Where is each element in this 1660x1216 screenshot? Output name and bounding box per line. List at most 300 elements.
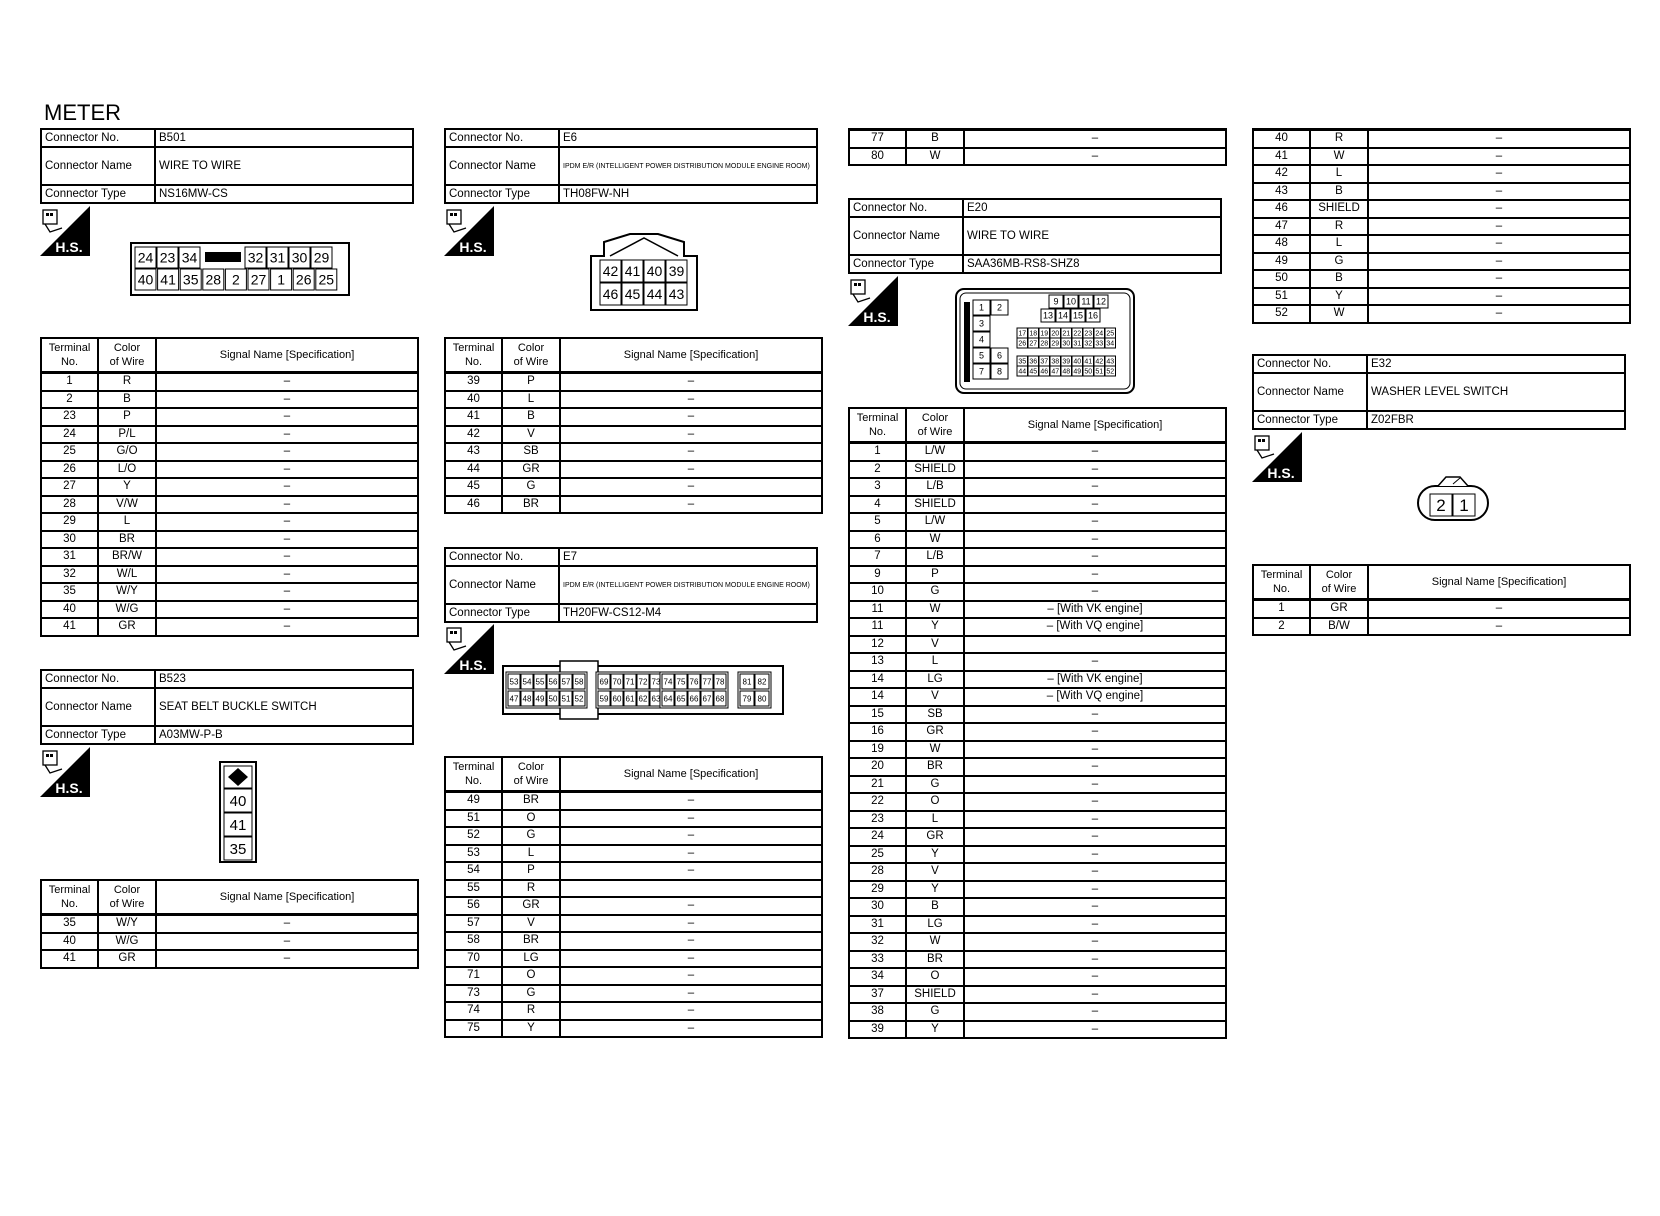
terminal-cell: 54 <box>445 862 502 880</box>
terminal-cell: 11 <box>849 601 906 619</box>
signal-cell: – <box>156 548 418 566</box>
terminal-cell: 34 <box>849 968 906 986</box>
table-row <box>849 148 1226 166</box>
pin-label: 44 <box>1018 368 1027 376</box>
terminal-cell: 44 <box>445 461 502 479</box>
table-row <box>849 916 1226 934</box>
signal-header: Signal Name [Specification] <box>156 338 418 373</box>
pin-label: 45 <box>624 286 641 303</box>
wire-color-cell: L/B <box>906 548 964 566</box>
terminal-cell: 24 <box>849 828 906 846</box>
signal-cell: – <box>560 950 822 968</box>
terminal-cell: 51 <box>445 810 502 828</box>
table-row <box>849 1003 1226 1021</box>
terminal-cell: 6 <box>849 531 906 549</box>
wire-color-cell: L <box>1310 165 1368 183</box>
pin-label: 2 <box>996 302 1003 313</box>
pin-label: 39 <box>1062 358 1071 366</box>
conn-name-label: Connector Name <box>445 566 559 604</box>
table-row <box>445 932 822 950</box>
signal-cell: – [With VQ engine] <box>964 688 1226 706</box>
terminal-cell: 32 <box>849 933 906 951</box>
signal-cell: – <box>560 932 822 950</box>
pin-table-e20-continued <box>1252 128 1631 324</box>
connector-diagram-b501 <box>130 242 350 296</box>
table-row <box>1253 183 1630 201</box>
conn-name-label: Connector Name <box>1253 373 1367 411</box>
pin-label: 11 <box>1081 296 1091 307</box>
signal-cell: – <box>964 968 1226 986</box>
wire-color-cell: R <box>1310 218 1368 236</box>
conn-type-value: TH08FW-NH <box>559 185 817 203</box>
terminal-cell: 30 <box>41 531 98 549</box>
terminal-cell: 58 <box>445 932 502 950</box>
wire-color-cell: V <box>906 863 964 881</box>
wire-color-cell: Y <box>906 881 964 899</box>
pin-label: 52 <box>1106 368 1115 376</box>
wire-color-cell: P <box>502 862 560 880</box>
color-header-line2: of Wire <box>917 426 953 438</box>
wire-color-cell: G <box>906 583 964 601</box>
wire-color-cell: G/O <box>98 443 156 461</box>
table-row <box>849 478 1226 496</box>
terminal-cell: 25 <box>849 846 906 864</box>
pin-label: 42 <box>1095 358 1104 366</box>
signal-cell: – <box>156 601 418 619</box>
table-row <box>849 688 1226 706</box>
pin-label: 16 <box>1087 310 1099 321</box>
terminal-cell: 53 <box>445 845 502 863</box>
pin-label: 79 <box>742 694 752 704</box>
table-row <box>849 531 1226 549</box>
color-header <box>502 338 560 373</box>
signal-cell: – <box>156 915 418 933</box>
terminal-header-line1: Terminal <box>1260 569 1303 581</box>
connector-info-b501 <box>40 128 414 204</box>
terminal-cell: 39 <box>849 1021 906 1039</box>
signal-cell: – <box>964 148 1226 166</box>
signal-cell: – <box>964 986 1226 1004</box>
color-header <box>502 757 560 792</box>
signal-cell: – <box>560 810 822 828</box>
pin-label: 13 <box>1042 310 1054 321</box>
pin-label: 50 <box>548 694 558 704</box>
terminal-cell: 5 <box>849 513 906 531</box>
terminal-cell: 56 <box>445 897 502 915</box>
signal-cell: – <box>156 566 418 584</box>
color-header-line2: of Wire <box>109 898 145 910</box>
terminal-cell: 21 <box>849 776 906 794</box>
pin-label: 1 <box>978 302 985 313</box>
terminal-cell: 15 <box>849 706 906 724</box>
pin-label: 41 <box>160 271 176 288</box>
pin-label: 34 <box>181 249 198 266</box>
hs-icon <box>444 206 494 256</box>
terminal-cell: 28 <box>849 863 906 881</box>
table-row <box>41 461 418 479</box>
terminal-header-line2: No. <box>60 356 79 368</box>
terminal-cell: 29 <box>849 881 906 899</box>
table-row <box>849 863 1226 881</box>
pin-label: 23 <box>159 249 176 266</box>
wire-color-cell: SHIELD <box>906 461 964 479</box>
pin-label: 42 <box>602 263 619 280</box>
wire-color-cell: BR <box>906 951 964 969</box>
conn-type-label: Connector Type <box>849 255 963 273</box>
wire-color-cell: P <box>98 408 156 426</box>
wire-color-cell: W <box>906 148 964 166</box>
terminal-header <box>1253 565 1310 600</box>
wire-color-cell: V <box>906 688 964 706</box>
conn-name-value: SEAT BELT BUCKLE SWITCH <box>155 688 413 726</box>
table-row <box>849 828 1226 846</box>
conn-no-value: E7 <box>559 548 817 566</box>
terminal-cell: 31 <box>849 916 906 934</box>
pin-label: 41 <box>1084 358 1093 366</box>
wire-color-cell: W/G <box>98 601 156 619</box>
terminal-cell: 70 <box>445 950 502 968</box>
conn-name-label: Connector Name <box>41 688 155 726</box>
table-row <box>41 391 418 409</box>
pin-label: 34 <box>1106 340 1115 348</box>
terminal-cell: 50 <box>1253 270 1310 288</box>
table-row <box>849 881 1226 899</box>
wire-color-cell: B <box>1310 183 1368 201</box>
signal-cell: – [With VQ engine] <box>964 618 1226 636</box>
connector-info-e6 <box>444 128 818 204</box>
signal-cell: – <box>964 898 1226 916</box>
pin-label: 26 <box>295 271 312 288</box>
wire-color-cell: L <box>906 653 964 671</box>
connector-info-b523 <box>40 669 414 745</box>
pin-label: 8 <box>996 366 1003 377</box>
conn-type-label: Connector Type <box>41 185 155 203</box>
terminal-cell: 2 <box>41 391 98 409</box>
signal-cell: – <box>964 741 1226 759</box>
wire-color-cell: BR/W <box>98 548 156 566</box>
pin-table-e6 <box>444 337 823 514</box>
signal-cell: – <box>560 391 822 409</box>
pin-table-b501 <box>40 337 419 637</box>
table-row <box>41 426 418 444</box>
terminal-cell: 2 <box>849 461 906 479</box>
terminal-cell: 31 <box>41 548 98 566</box>
signal-cell: – <box>560 792 822 810</box>
pin-label: 1 <box>277 271 285 288</box>
conn-type-value: Z02FBR <box>1367 411 1625 429</box>
terminal-cell: 39 <box>445 373 502 391</box>
terminal-cell: 42 <box>1253 165 1310 183</box>
pin-label: 32 <box>1084 340 1093 348</box>
terminal-cell: 10 <box>849 583 906 601</box>
signal-cell: – <box>964 951 1226 969</box>
terminal-cell: 37 <box>849 986 906 1004</box>
signal-header: Signal Name [Specification] <box>964 408 1226 443</box>
table-row <box>849 776 1226 794</box>
signal-cell: – <box>560 373 822 391</box>
pin-label: 25 <box>318 271 335 288</box>
conn-name-value: WIRE TO WIRE <box>155 147 413 185</box>
table-row <box>1253 305 1630 323</box>
pin-label: 31 <box>1073 340 1082 348</box>
conn-no-value: B501 <box>155 129 413 147</box>
pin-label: 55 <box>535 677 545 687</box>
pin-label: 66 <box>689 694 699 704</box>
signal-cell: – <box>964 583 1226 601</box>
table-row <box>445 391 822 409</box>
color-header-line2: of Wire <box>109 356 145 368</box>
terminal-cell: 16 <box>849 723 906 741</box>
wire-color-cell: GR <box>502 461 560 479</box>
signal-cell: – <box>156 478 418 496</box>
conn-no-value: E6 <box>559 129 817 147</box>
table-row <box>849 671 1226 689</box>
pin-label: 49 <box>1073 368 1082 376</box>
hs-icon <box>848 276 898 326</box>
wire-color-cell: LG <box>906 671 964 689</box>
color-header-line1: Color <box>517 342 545 354</box>
signal-cell: – <box>1368 165 1630 183</box>
terminal-cell: 27 <box>41 478 98 496</box>
wire-color-cell: L <box>502 391 560 409</box>
terminal-header-line1: Terminal <box>452 761 495 773</box>
wire-color-cell: G <box>502 985 560 1003</box>
key-slot <box>964 302 970 382</box>
wire-color-cell: Y <box>906 1021 964 1039</box>
signal-cell: – <box>964 776 1226 794</box>
signal-cell: – <box>156 391 418 409</box>
pin-label: 6 <box>996 350 1003 361</box>
table-row <box>41 618 418 636</box>
terminal-cell: 1 <box>849 443 906 461</box>
pin-label: 20 <box>1051 330 1060 338</box>
terminal-cell: 1 <box>41 373 98 391</box>
wire-color-cell: G <box>906 1003 964 1021</box>
pin-label: 75 <box>676 677 686 687</box>
terminal-cell: 47 <box>1253 218 1310 236</box>
conn-no-value: E32 <box>1367 355 1625 373</box>
pin-label: 72 <box>638 677 648 687</box>
pin-table-e32 <box>1252 564 1631 636</box>
connector-info-e32 <box>1252 354 1626 430</box>
table-row <box>41 950 418 968</box>
wire-color-cell: W <box>906 741 964 759</box>
pin-label: 35 <box>229 840 247 858</box>
conn-name-label: Connector Name <box>445 147 559 185</box>
signal-cell: – <box>1368 600 1630 618</box>
signal-cell: – <box>156 408 418 426</box>
wire-color-cell: GR <box>1310 600 1368 618</box>
table-row <box>849 636 1226 654</box>
conn-no-label: Connector No. <box>849 199 963 217</box>
terminal-cell: 2 <box>1253 618 1310 636</box>
wire-color-cell: Y <box>1310 288 1368 306</box>
color-header-line1: Color <box>921 412 949 424</box>
signal-cell <box>560 880 822 898</box>
pin-label: 59 <box>599 694 609 704</box>
conn-name-value: WIRE TO WIRE <box>963 217 1221 255</box>
signal-cell: – <box>964 1003 1226 1021</box>
conn-no-value: B523 <box>155 670 413 688</box>
signal-cell: – <box>560 426 822 444</box>
table-row <box>849 706 1226 724</box>
pin-label: 43 <box>1106 358 1115 366</box>
signal-cell: – <box>964 513 1226 531</box>
signal-cell: – <box>964 933 1226 951</box>
conn-type-value: TH20FW-CS12-M4 <box>559 604 817 622</box>
terminal-cell: 74 <box>445 1002 502 1020</box>
wire-color-cell: BR <box>906 758 964 776</box>
terminal-header-line2: No. <box>868 426 887 438</box>
wire-color-cell: Y <box>502 1020 560 1038</box>
pin-label: 71 <box>625 677 635 687</box>
wire-color-cell: W <box>1310 148 1368 166</box>
pin-label: 46 <box>1040 368 1049 376</box>
signal-cell: – <box>560 461 822 479</box>
terminal-cell: 11 <box>849 618 906 636</box>
table-row <box>849 653 1226 671</box>
signal-cell: – <box>964 461 1226 479</box>
pin-label: 39 <box>668 263 685 280</box>
wire-color-cell: L/B <box>906 478 964 496</box>
table-row <box>445 792 822 810</box>
signal-cell: – <box>1368 148 1630 166</box>
terminal-header <box>41 338 98 373</box>
pin-label: 57 <box>561 677 571 687</box>
wire-color-cell: Y <box>906 618 964 636</box>
pin-label: 53 <box>509 677 519 687</box>
terminal-cell: 52 <box>1253 305 1310 323</box>
page-title: METER <box>44 100 121 125</box>
table-row <box>849 496 1226 514</box>
conn-no-label: Connector No. <box>445 129 559 147</box>
wire-color-cell: GR <box>98 618 156 636</box>
table-row <box>445 967 822 985</box>
wire-color-cell: R <box>98 373 156 391</box>
pin-label: 10 <box>1065 296 1077 307</box>
terminal-cell: 41 <box>445 408 502 426</box>
signal-cell: – <box>964 758 1226 776</box>
terminal-cell: 73 <box>445 985 502 1003</box>
pin-label: 12 <box>1095 296 1107 307</box>
terminal-header <box>849 408 906 443</box>
wire-color-cell: B <box>906 130 964 148</box>
conn-no-label: Connector No. <box>41 129 155 147</box>
terminal-cell: 29 <box>41 513 98 531</box>
terminal-header-line2: No. <box>464 356 483 368</box>
pin-label: 38 <box>1051 358 1060 366</box>
pin-label: 40 <box>137 271 154 288</box>
conn-no-value: E20 <box>963 199 1221 217</box>
table-row <box>849 933 1226 951</box>
pin-label: 63 <box>651 694 661 704</box>
wire-color-cell: L <box>1310 235 1368 253</box>
pin-label: 41 <box>229 816 247 834</box>
color-header-line2: of Wire <box>1321 583 1357 595</box>
signal-cell: – <box>560 845 822 863</box>
pin-label: 48 <box>522 694 532 704</box>
terminal-cell: 13 <box>849 653 906 671</box>
connector-diagram-e32 <box>1416 474 1490 524</box>
pin-table-e7 <box>444 756 823 1038</box>
table-row <box>849 951 1226 969</box>
pin-label: 21 <box>1062 330 1071 338</box>
wire-color-cell: W/Y <box>98 915 156 933</box>
table-row <box>849 986 1226 1004</box>
terminal-cell: 28 <box>41 496 98 514</box>
pin-label: 24 <box>1095 330 1104 338</box>
signal-cell: – <box>560 478 822 496</box>
wire-color-cell: Y <box>98 478 156 496</box>
wire-color-cell: W/L <box>98 566 156 584</box>
wire-color-cell: SB <box>502 443 560 461</box>
wire-color-cell: O <box>906 968 964 986</box>
table-row <box>849 758 1226 776</box>
signal-cell: – <box>1368 618 1630 636</box>
pin-label: 47 <box>509 694 519 704</box>
wire-color-cell: B <box>1310 270 1368 288</box>
pin-label: 52 <box>574 694 584 704</box>
conn-type-label: Connector Type <box>41 726 155 744</box>
pin-label: 51 <box>561 694 571 704</box>
wire-color-cell: GR <box>906 828 964 846</box>
signal-cell: – <box>156 933 418 951</box>
signal-cell: – <box>1368 130 1630 148</box>
table-row <box>1253 253 1630 271</box>
conn-name-label: Connector Name <box>41 147 155 185</box>
pin-label: 78 <box>715 677 725 687</box>
wire-color-cell: BR <box>502 792 560 810</box>
pin-label: 48 <box>1062 368 1071 376</box>
conn-type-label: Connector Type <box>1253 411 1367 429</box>
wire-color-cell: G <box>502 478 560 496</box>
pin-label: 25 <box>1106 330 1115 338</box>
color-header <box>98 338 156 373</box>
signal-cell: – <box>560 967 822 985</box>
signal-cell: – <box>156 443 418 461</box>
table-row <box>41 478 418 496</box>
pin-label: 30 <box>291 249 308 266</box>
terminal-cell: 25 <box>41 443 98 461</box>
wire-color-cell: O <box>502 810 560 828</box>
connector-diagram-e20 <box>955 288 1135 394</box>
pin-label: 50 <box>1084 368 1093 376</box>
pin-label: 62 <box>638 694 648 704</box>
hs-icon <box>40 206 90 256</box>
signal-header: Signal Name [Specification] <box>560 757 822 792</box>
table-row <box>849 461 1226 479</box>
table-row <box>849 1021 1226 1039</box>
wire-color-cell: B <box>98 391 156 409</box>
signal-cell: – <box>964 566 1226 584</box>
terminal-cell: 49 <box>445 792 502 810</box>
pin-label: 27 <box>250 271 267 288</box>
color-header-line1: Color <box>113 884 141 896</box>
wire-color-cell: GR <box>98 950 156 968</box>
conn-no-label: Connector No. <box>445 548 559 566</box>
color-header-line2: of Wire <box>513 356 549 368</box>
table-row <box>445 950 822 968</box>
signal-cell: – <box>560 862 822 880</box>
table-row <box>445 478 822 496</box>
conn-type-value: SAA36MB-RS8-SHZ8 <box>963 255 1221 273</box>
wire-color-cell: O <box>906 793 964 811</box>
wire-color-cell: B/W <box>1310 618 1368 636</box>
conn-name-value: IPDM E/R (INTELLIGENT POWER DISTRIBUTION MODULE ENGINE ROOM) <box>559 147 817 185</box>
signal-cell: – <box>1368 183 1630 201</box>
conn-name-label: Connector Name <box>849 217 963 255</box>
terminal-header <box>41 880 98 915</box>
